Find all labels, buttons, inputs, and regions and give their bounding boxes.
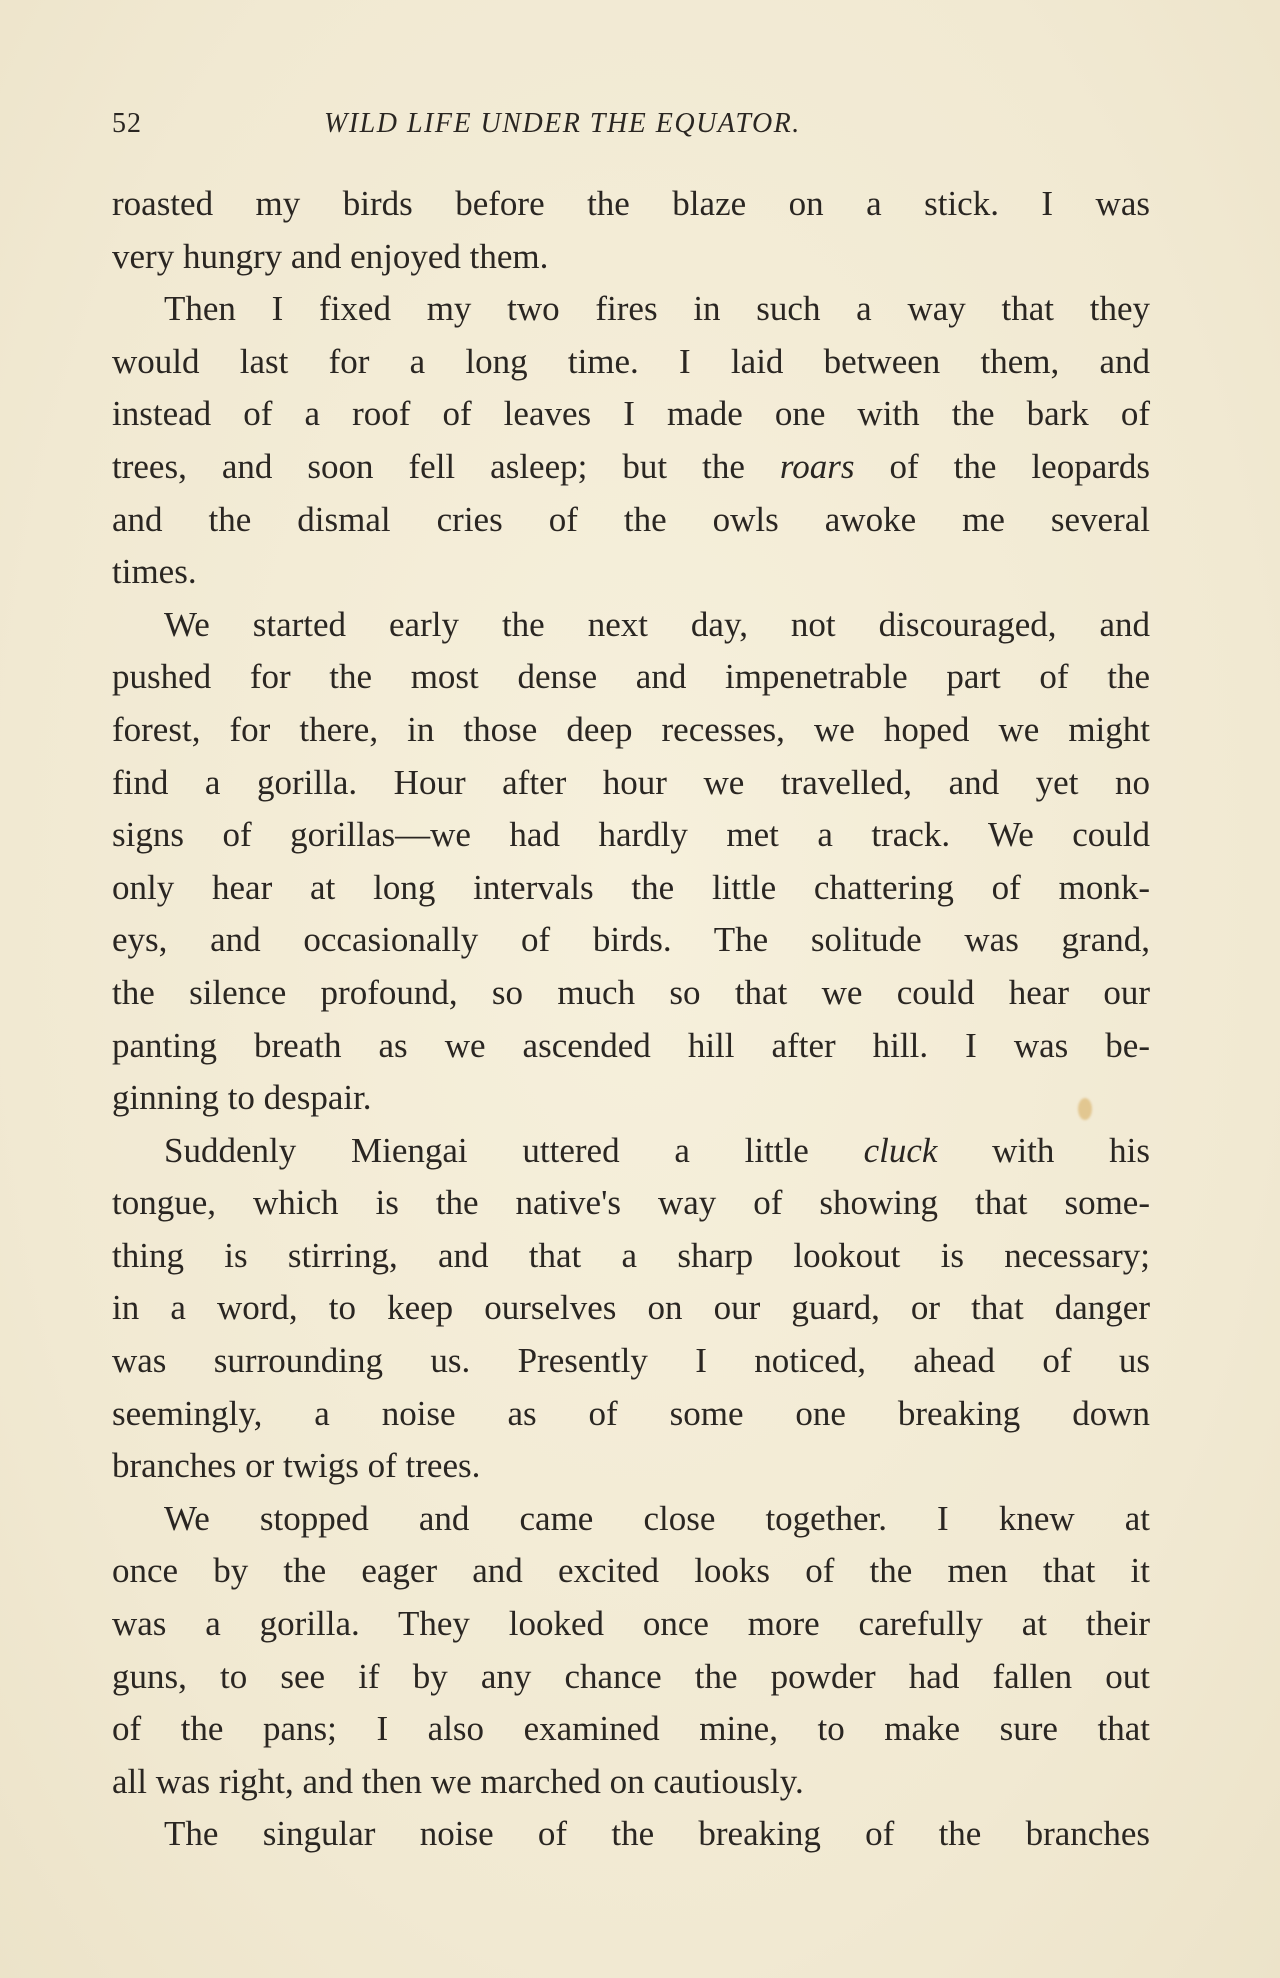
text-line-16: the silence profound, so much so that we could hear our: [112, 972, 1150, 1012]
text-line-25: branches or twigs of trees.: [112, 1446, 481, 1486]
text-line-27: once by the eager and excited looks of the men that it: [112, 1551, 1150, 1591]
text-line-6-tail: of the leopards: [854, 446, 1150, 486]
text-line-6: [112, 441, 1150, 494]
paper-stain: [1078, 1098, 1092, 1120]
text-line-8: times.: [112, 552, 197, 592]
text-line-30: of the pans; I also examined mine, to make sure that: [112, 1709, 1150, 1749]
text-line-22: in a word, to keep ourselves on our guard, or that danger: [112, 1288, 1150, 1328]
text-line-20: tongue, which is the native's way of showing that some-: [112, 1183, 1150, 1223]
emphasis-cluck: cluck: [863, 1130, 938, 1170]
text-line-24: seemingly, a noise as of some one breaking down: [112, 1393, 1150, 1433]
page-body: [112, 178, 1150, 1861]
text-line-17: panting breath as we ascended hill after hill. I was be-: [112, 1025, 1150, 1065]
text-line-18: ginning to despair.: [112, 1078, 372, 1118]
text-line-19-lead: Suddenly Miengai uttered a little: [164, 1130, 864, 1170]
text-line-21: thing is stirring, and that a sharp lookout is necessary;: [112, 1235, 1150, 1275]
text-line-19: [112, 1125, 1150, 1178]
text-line-28: was a gorilla. They looked once more carefully at their: [112, 1604, 1150, 1644]
text-line-5: instead of a roof of leaves I made one with the bark of: [112, 394, 1150, 434]
text-line-10: pushed for the most dense and impenetrable part of the: [112, 657, 1150, 697]
text-line-15: eys, and occasionally of birds. The solitude was grand,: [112, 920, 1150, 960]
text-line-19-tail: with his: [937, 1130, 1150, 1170]
text-line-11: forest, for there, in those deep recesses, we hoped we might: [112, 709, 1150, 749]
text-line-2: very hungry and enjoyed them.: [112, 236, 549, 276]
emphasis-roars: roars: [779, 446, 855, 486]
text-line-29: guns, to see if by any chance the powder had fallen out: [112, 1656, 1150, 1696]
running-title: WILD LIFE UNDER THE EQUATOR.: [324, 108, 801, 139]
text-line-26: We stopped and came close together. I knew at: [164, 1498, 1150, 1538]
text-line-1: roasted my birds before the blaze on a stick. I was: [112, 184, 1150, 223]
text-line-23: was surrounding us. Presently I noticed, ahead of us: [112, 1341, 1150, 1381]
text-line-14: only hear at long intervals the little chattering of monk-: [112, 867, 1150, 907]
page-header: [112, 108, 1154, 152]
text-line-32: The singular noise of the breaking of the branches: [164, 1814, 1150, 1854]
text-line-31: all was right, and then we marched on cautiously.: [112, 1761, 804, 1801]
text-line-12: find a gorilla. Hour after hour we travelled, and yet no: [112, 762, 1150, 802]
text-line-6-lead: trees, and soon fell asleep; but the: [112, 446, 780, 486]
text-line-9: We started early the next day, not discouraged, and: [164, 604, 1150, 644]
text-line-3: Then I fixed my two fires in such a way that they: [164, 289, 1150, 329]
page-number: 52: [112, 108, 142, 139]
text-line-4: would last for a long time. I laid between them, and: [112, 341, 1150, 381]
text-line-13: signs of gorillas—we had hardly met a track. We could: [112, 815, 1150, 855]
text-line-7: and the dismal cries of the owls awoke me several: [112, 499, 1150, 539]
